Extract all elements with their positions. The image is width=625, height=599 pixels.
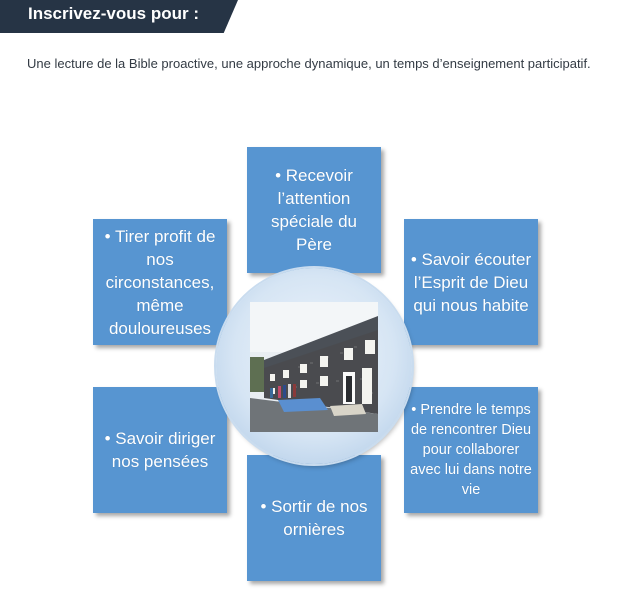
- benefit-label: • Savoir écouter l’Esprit de Dieu qui nous habite: [410, 249, 532, 315]
- benefit-box-bottom: [247, 455, 381, 581]
- benefit-label: • Sortir de nos ornières: [260, 497, 368, 539]
- benefit-label: • Recevoir l’attention spéciale du Père: [270, 166, 357, 254]
- benefit-label: • Savoir diriger nos pensées: [104, 429, 216, 471]
- benefit-box-top-right: [404, 219, 538, 345]
- benefit-label: • Tirer profit de nos circonstances, même douloureuses: [104, 226, 216, 338]
- page-title: Inscrivez-vous pour :: [28, 4, 199, 23]
- benefit-box-bottom-left: [93, 387, 227, 513]
- benefit-label: • Prendre le temps de rencontrer Dieu pour collaborer avec lui dans notre vie: [410, 402, 532, 498]
- benefit-box-top: [247, 147, 381, 273]
- benefit-box-top-left: [93, 219, 227, 345]
- intro-text: Une lecture de la Bible proactive, une approche dynamique, un temps d’enseignement participatif.: [27, 56, 591, 71]
- building-photo: [250, 302, 378, 432]
- benefit-box-bottom-right: [404, 387, 538, 513]
